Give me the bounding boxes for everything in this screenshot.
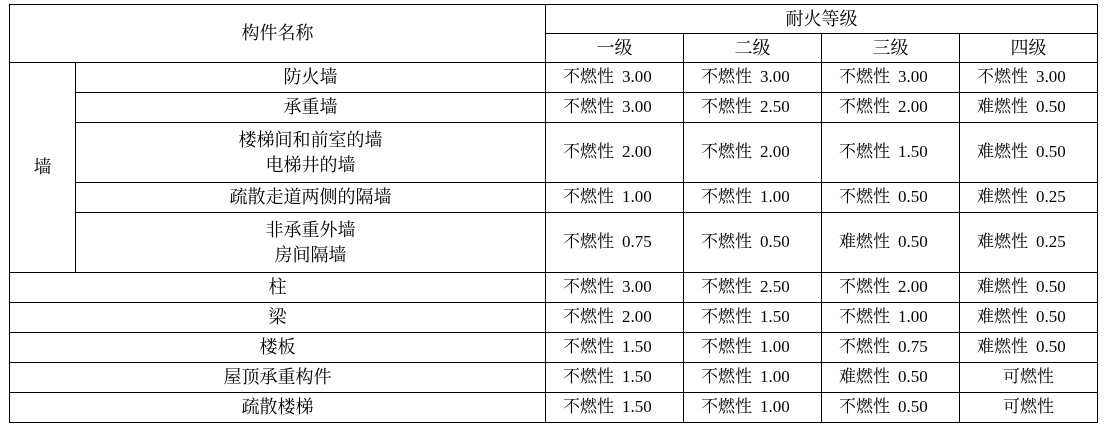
fire-resistance-hours: 1.00: [760, 397, 790, 417]
combustibility-label: 不燃性: [839, 277, 890, 297]
combustibility-label: 可燃性: [1003, 397, 1054, 417]
combustibility-label: 难燃性: [839, 232, 890, 252]
fire-resistance-hours: 2.50: [760, 277, 790, 297]
combustibility-label: 不燃性: [839, 337, 890, 357]
combustibility-label: 不燃性: [839, 142, 890, 162]
cell-level-1: [546, 63, 684, 93]
cell-group-label: 墙: [10, 63, 76, 273]
fire-resistance-hours: 3.00: [898, 67, 928, 87]
fire-resistance-hours: 2.50: [760, 97, 790, 117]
combustibility-label: 不燃性: [563, 367, 614, 387]
combustibility-label: 难燃性: [977, 187, 1028, 207]
cell-component-name: [10, 393, 546, 423]
table-row: [10, 93, 1098, 123]
header-level-4: 四级: [960, 34, 1098, 63]
combustibility-label: 不燃性: [563, 97, 614, 117]
table-row: [10, 333, 1098, 363]
cell-level-3: [822, 183, 960, 213]
cell-level-3: [822, 393, 960, 423]
cell-component-name: [76, 183, 546, 213]
fire-resistance-hours: 0.50: [1036, 307, 1066, 327]
table-body: [10, 63, 1098, 423]
fire-resistance-hours: 1.50: [898, 142, 928, 162]
table-row: [10, 123, 1098, 183]
combustibility-label: 不燃性: [839, 397, 890, 417]
fire-resistance-table: [9, 4, 1098, 423]
fire-resistance-hours: 2.00: [898, 277, 928, 297]
cell-level-1: [546, 123, 684, 183]
combustibility-label: 不燃性: [563, 277, 614, 297]
table-row: [10, 303, 1098, 333]
combustibility-label: 不燃性: [701, 277, 752, 297]
header-fire-rating: 耐火等级: [546, 5, 1098, 34]
cell-level-1: [546, 93, 684, 123]
combustibility-label: 不燃性: [701, 232, 752, 252]
fire-resistance-hours: 0.50: [1036, 337, 1066, 357]
combustibility-label: 不燃性: [701, 187, 752, 207]
cell-level-3: [822, 303, 960, 333]
fire-resistance-hours: 3.00: [1036, 67, 1066, 87]
table-row: [10, 393, 1098, 423]
fire-resistance-hours: 3.00: [760, 67, 790, 87]
component-name-line: 疏散楼梯: [241, 397, 314, 418]
combustibility-label: 不燃性: [563, 232, 614, 252]
cell-level-4: [960, 183, 1098, 213]
combustibility-label: 不燃性: [701, 307, 752, 327]
component-name-line: 非承重外墙: [265, 220, 356, 241]
fire-resistance-hours: 1.50: [760, 307, 790, 327]
cell-level-3: [822, 363, 960, 393]
fire-resistance-hours: 3.00: [622, 67, 652, 87]
combustibility-label: 不燃性: [701, 67, 752, 87]
combustibility-label: 不燃性: [701, 97, 752, 117]
cell-level-3: [822, 273, 960, 303]
cell-level-1: [546, 183, 684, 213]
combustibility-label: 不燃性: [701, 397, 752, 417]
cell-component-name: [10, 333, 546, 363]
combustibility-label: 不燃性: [839, 97, 890, 117]
fire-resistance-hours: 0.50: [1036, 142, 1066, 162]
cell-component-name: [76, 93, 546, 123]
table-header: [10, 5, 1098, 63]
fire-resistance-hours: 2.00: [760, 142, 790, 162]
fire-resistance-hours: 2.00: [622, 307, 652, 327]
component-name-line: 电梯井的墙: [265, 154, 356, 175]
header-level-1: 一级: [546, 34, 684, 63]
cell-level-1: [546, 333, 684, 363]
fire-resistance-hours: 0.50: [898, 397, 928, 417]
cell-level-2: [684, 333, 822, 363]
fire-resistance-hours: 0.75: [898, 337, 928, 357]
fire-resistance-hours: 2.00: [898, 97, 928, 117]
cell-level-3: [822, 63, 960, 93]
cell-level-1: [546, 363, 684, 393]
fire-resistance-hours: 3.00: [622, 97, 652, 117]
fire-resistance-hours: 1.00: [760, 367, 790, 387]
cell-component-name: [10, 363, 546, 393]
cell-level-3: [822, 333, 960, 363]
cell-component-name: [76, 123, 546, 183]
cell-level-2: [684, 393, 822, 423]
cell-level-4: [960, 63, 1098, 93]
fire-resistance-hours: 3.00: [622, 277, 652, 297]
cell-level-1: [546, 213, 684, 273]
cell-component-name: [76, 63, 546, 93]
fire-resistance-hours: 1.00: [760, 337, 790, 357]
table-row: [10, 273, 1098, 303]
header-level-3: 三级: [822, 34, 960, 63]
cell-level-2: [684, 213, 822, 273]
fire-resistance-hours: 1.50: [622, 367, 652, 387]
header-component-name: 构件名称: [10, 5, 546, 63]
component-name-line: 房间隔墙: [274, 244, 347, 265]
cell-level-4: [960, 93, 1098, 123]
combustibility-label: 难燃性: [977, 232, 1028, 252]
cell-level-4: [960, 333, 1098, 363]
header-row-top: [10, 5, 1098, 34]
combustibility-label: 难燃性: [977, 142, 1028, 162]
fire-resistance-hours: 0.50: [1036, 97, 1066, 117]
fire-resistance-hours: 1.00: [622, 187, 652, 207]
combustibility-label: 不燃性: [701, 367, 752, 387]
table-row: [10, 183, 1098, 213]
header-level-2: 二级: [684, 34, 822, 63]
table-row: [10, 363, 1098, 393]
combustibility-label: 不燃性: [563, 307, 614, 327]
combustibility-label: 难燃性: [977, 337, 1028, 357]
component-name-line: 柱: [268, 277, 287, 298]
table-row: [10, 213, 1098, 273]
cell-level-4: [960, 213, 1098, 273]
table-row: [10, 63, 1098, 93]
fire-resistance-hours: 2.00: [622, 142, 652, 162]
combustibility-label: 不燃性: [563, 337, 614, 357]
component-name-line: 屋顶承重构件: [223, 367, 332, 388]
component-name-line: 承重墙: [283, 97, 338, 118]
fire-resistance-hours: 0.50: [898, 232, 928, 252]
fire-resistance-hours: 1.00: [898, 307, 928, 327]
fire-resistance-hours: 0.75: [622, 232, 652, 252]
cell-component-name: [10, 303, 546, 333]
combustibility-label: 可燃性: [1003, 367, 1054, 387]
cell-level-1: [546, 303, 684, 333]
cell-level-2: [684, 123, 822, 183]
fire-resistance-hours: 0.25: [1036, 187, 1066, 207]
combustibility-label: 不燃性: [701, 337, 752, 357]
fire-resistance-hours: 0.50: [1036, 277, 1066, 297]
fire-resistance-hours: 0.25: [1036, 232, 1066, 252]
combustibility-label: 不燃性: [839, 187, 890, 207]
document-page: [0, 4, 1107, 447]
cell-level-3: [822, 213, 960, 273]
component-name-line: 梁: [268, 307, 287, 328]
component-name-line: 楼板: [259, 337, 296, 358]
cell-level-4: [960, 393, 1098, 423]
cell-level-4: [960, 123, 1098, 183]
cell-level-2: [684, 273, 822, 303]
cell-level-2: [684, 93, 822, 123]
combustibility-label: 不燃性: [701, 142, 752, 162]
component-name-line: 楼梯间和前室的墙: [238, 130, 383, 151]
fire-resistance-hours: 0.50: [760, 232, 790, 252]
cell-level-2: [684, 303, 822, 333]
cell-level-1: [546, 273, 684, 303]
combustibility-label: 难燃性: [977, 97, 1028, 117]
fire-resistance-hours: 1.00: [760, 187, 790, 207]
cell-component-name: [76, 213, 546, 273]
cell-component-name: [10, 273, 546, 303]
cell-level-3: [822, 123, 960, 183]
fire-resistance-hours: 0.50: [898, 187, 928, 207]
cell-level-4: [960, 363, 1098, 393]
combustibility-label: 不燃性: [563, 142, 614, 162]
combustibility-label: 不燃性: [839, 67, 890, 87]
cell-level-1: [546, 393, 684, 423]
cell-level-2: [684, 63, 822, 93]
fire-resistance-hours: 0.50: [898, 367, 928, 387]
fire-resistance-hours: 1.50: [622, 397, 652, 417]
cell-level-2: [684, 363, 822, 393]
fire-resistance-hours: 1.50: [622, 337, 652, 357]
cell-level-4: [960, 303, 1098, 333]
cell-level-2: [684, 183, 822, 213]
component-name-line: 疏散走道两侧的隔墙: [229, 187, 392, 208]
cell-level-4: [960, 273, 1098, 303]
cell-level-3: [822, 93, 960, 123]
combustibility-label: 难燃性: [977, 277, 1028, 297]
combustibility-label: 不燃性: [977, 67, 1028, 87]
combustibility-label: 难燃性: [839, 367, 890, 387]
combustibility-label: 难燃性: [977, 307, 1028, 327]
combustibility-label: 不燃性: [563, 187, 614, 207]
combustibility-label: 不燃性: [563, 67, 614, 87]
combustibility-label: 不燃性: [839, 307, 890, 327]
combustibility-label: 不燃性: [563, 397, 614, 417]
component-name-line: 防火墙: [283, 67, 338, 88]
